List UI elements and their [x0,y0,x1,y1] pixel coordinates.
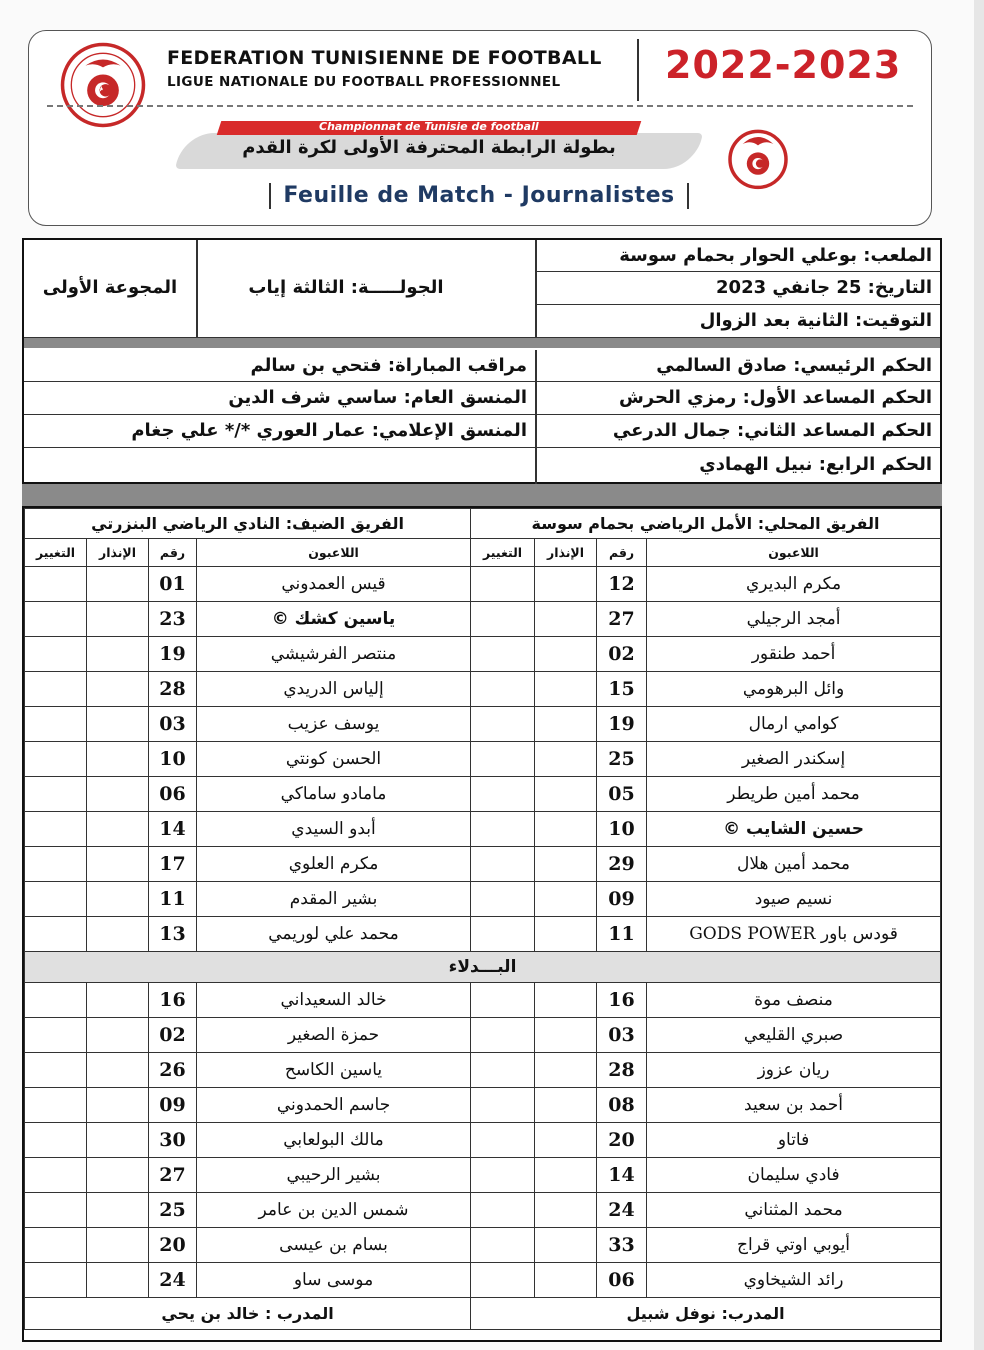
home-warning-cell [535,1123,597,1158]
subs-header-row [25,952,941,983]
home-warning-cell [535,1193,597,1228]
ligue-name: LIGUE NATIONALE DU FOOTBALL PROFESSIONNEL [167,74,561,90]
away-player-name: الحسن كونتي [197,742,471,777]
player-row [25,1088,941,1123]
assistant-referee-1: الحكم المساعد الأول: رمزي الحرش [536,382,940,415]
home-coach: المدرب: نوفل شبيل [471,1298,941,1330]
away-player-name: مامادو ساماكي [197,777,471,812]
home-player-number: 28 [597,1053,647,1088]
home-team-title: الفريق المحلي: الأمل الرياضي بحمام سوسة [471,509,941,539]
home-change-cell [471,637,535,672]
home-player-number: 12 [597,567,647,602]
home-change-cell [471,602,535,637]
home-player-name: وائل البرهومي [647,672,941,707]
away-player-number: 20 [149,1228,197,1263]
ftf-logo-icon [59,41,147,129]
player-row [25,1018,941,1053]
home-player-number: 14 [597,1158,647,1193]
away-player-number: 19 [149,637,197,672]
separator-band-2 [22,484,942,506]
away-player-number: 13 [149,917,197,952]
home-player-number: 33 [597,1228,647,1263]
away-change-cell [25,742,87,777]
col-warning: الإنذار [87,539,149,567]
date-field: التاريخ: 25 جانفي 2023 [536,272,940,305]
federation-name: FEDERATION TUNISIENNE DE FOOTBALL [167,47,602,69]
away-player-name: جاسم الحمدوني [197,1088,471,1123]
away-change-cell [25,1053,87,1088]
away-warning-cell [87,882,149,917]
home-player-number: 29 [597,847,647,882]
home-player-name: محمد أمين طريطر [647,777,941,812]
home-warning-cell [535,742,597,777]
away-player-number: 06 [149,777,197,812]
home-player-number: 20 [597,1123,647,1158]
player-row [25,602,941,637]
away-player-number: 02 [149,1018,197,1053]
home-player-name: محمد المثناني [647,1193,941,1228]
home-player-number: 24 [597,1193,647,1228]
championnat-ar: بطولة الرابطة المحترفة الأولى لكرة القدم [242,137,616,158]
away-warning-cell [87,602,149,637]
home-warning-cell [535,777,597,812]
home-player-number: 08 [597,1088,647,1123]
home-change-cell [471,707,535,742]
home-warning-cell [535,983,597,1018]
away-change-cell [25,1123,87,1158]
away-player-number: 28 [149,672,197,707]
home-player-name: أمجد الرجيلي [647,602,941,637]
home-player-name: قودس باور GODS POWER [647,917,941,952]
away-warning-cell [87,777,149,812]
player-row [25,637,941,672]
away-change-cell [25,567,87,602]
home-player-name: كوامي ارمال [647,707,941,742]
away-player-name: يوسف عزيب [197,707,471,742]
assistant-referee-2: الحكم المساعد الثاني: جمال الدرعي [536,415,940,448]
home-warning-cell [535,1158,597,1193]
home-player-number: 16 [597,983,647,1018]
home-warning-cell [535,882,597,917]
home-change-cell [471,1018,535,1053]
away-change-cell [25,1193,87,1228]
home-player-number: 10 [597,812,647,847]
away-player-number: 26 [149,1053,197,1088]
away-change-cell [25,812,87,847]
away-player-name: موسى ساو [197,1263,471,1298]
player-row [25,742,941,777]
home-player-number: 11 [597,917,647,952]
home-warning-cell [535,1018,597,1053]
home-player-name: رائد الشيخاوي [647,1263,941,1298]
away-player-number: 25 [149,1193,197,1228]
home-player-number: 06 [597,1263,647,1298]
season-label: 2022-2023 [665,43,902,87]
away-warning-cell [87,637,149,672]
home-player-number: 15 [597,672,647,707]
empty-cell [24,448,535,482]
col-number: رقم [597,539,647,567]
dashed-divider [47,105,913,107]
header-divider [637,39,639,101]
away-warning-cell [87,1263,149,1298]
player-row [25,567,941,602]
home-change-cell [471,1228,535,1263]
home-warning-cell [535,602,597,637]
home-change-cell [471,1193,535,1228]
coach-row [25,1298,941,1330]
away-player-name: بشير الرحيبي [197,1158,471,1193]
away-warning-cell [87,1088,149,1123]
home-warning-cell [535,1263,597,1298]
away-warning-cell [87,707,149,742]
player-row [25,1263,941,1298]
player-row [25,1158,941,1193]
away-player-name: أبدو السيدي [197,812,471,847]
away-player-name: منتصر الفرشيشي [197,637,471,672]
home-change-cell [471,1263,535,1298]
col-change: التغيير [471,539,535,567]
home-change-cell [471,567,535,602]
separator-band [24,338,940,348]
away-warning-cell [87,1123,149,1158]
home-warning-cell [535,567,597,602]
home-change-cell [471,847,535,882]
away-warning-cell [87,812,149,847]
player-row [25,882,941,917]
home-change-cell [471,1158,535,1193]
home-player-name: أيوبي اوتي قراج [647,1228,941,1263]
home-player-name: فادي سليمان [647,1158,941,1193]
player-row [25,983,941,1018]
sheet-title-wrap [229,183,729,209]
player-row [25,1053,941,1088]
home-player-name: أحمد بن سعيد [647,1088,941,1123]
away-player-name: مالك البولعابي [197,1123,471,1158]
col-change: التغيير [25,539,87,567]
away-player-number: 23 [149,602,197,637]
home-warning-cell [535,1088,597,1123]
col-number: رقم [149,539,197,567]
player-row [25,777,941,812]
home-warning-cell [535,1053,597,1088]
away-change-cell [25,1158,87,1193]
time-field: التوقيت: الثانية بعد الزوال [536,305,940,338]
home-change-cell [471,742,535,777]
away-player-number: 16 [149,983,197,1018]
away-player-number: 27 [149,1158,197,1193]
home-player-name: أحمد طنقور [647,637,941,672]
away-change-cell [25,983,87,1018]
group-field: المجوعة الأولى [24,240,196,338]
away-player-name: حمزة الصغير [197,1018,471,1053]
away-warning-cell [87,917,149,952]
away-player-name: مكرم العلوي [197,847,471,882]
fourth-referee: الحكم الرابع: نبيل الهمادي [699,454,932,475]
away-player-name: شمس الدين بن عامر [197,1193,471,1228]
away-change-cell [25,1263,87,1298]
player-row [25,1193,941,1228]
home-change-cell [471,672,535,707]
away-player-name: محمد علي لوريمي [197,917,471,952]
away-change-cell [25,672,87,707]
home-change-cell [471,1088,535,1123]
away-change-cell [25,707,87,742]
home-warning-cell [535,847,597,882]
home-player-number: 02 [597,637,647,672]
home-change-cell [471,812,535,847]
home-warning-cell [535,1228,597,1263]
stadium-field: الملعب: بوعلي الحوار بحمام سوسة [536,240,940,272]
sheet-title: Feuille de Match - Journalistes [283,183,675,208]
away-player-name: بشير المقدم [197,882,471,917]
player-row [25,847,941,882]
away-warning-cell [87,567,149,602]
home-player-number: 19 [597,707,647,742]
home-change-cell [471,917,535,952]
away-player-number: 10 [149,742,197,777]
player-row [25,917,941,952]
away-change-cell [25,917,87,952]
away-player-number: 17 [149,847,197,882]
away-change-cell [25,882,87,917]
away-player-number: 30 [149,1123,197,1158]
home-warning-cell [535,812,597,847]
home-player-number: 25 [597,742,647,777]
lineups-table-wrap [22,506,942,1342]
away-player-name: بسام بن عيسى [197,1228,471,1263]
away-warning-cell [87,983,149,1018]
home-warning-cell [535,672,597,707]
home-player-number: 27 [597,602,647,637]
home-player-number: 09 [597,882,647,917]
away-player-number: 09 [149,1088,197,1123]
page-edge [974,0,984,1350]
header-card [28,30,932,226]
home-warning-cell [535,707,597,742]
away-warning-cell [87,1158,149,1193]
away-change-cell [25,1088,87,1123]
away-change-cell [25,777,87,812]
away-warning-cell [87,1018,149,1053]
home-change-cell [471,1053,535,1088]
home-player-name: مكرم البديري [647,567,941,602]
away-warning-cell [87,847,149,882]
home-player-name: ريان عزوز [647,1053,941,1088]
match-observer: مراقب المباراة: فتحي بن سالم [24,350,535,382]
player-row [25,812,941,847]
media-coordinator: المنسق الإعلامي: عمار العوري */* علي جغام [24,415,535,448]
home-change-cell [471,882,535,917]
home-change-cell [471,777,535,812]
player-row [25,707,941,742]
col-warning: الإنذار [535,539,597,567]
away-player-number: 01 [149,567,197,602]
away-player-name: قيس العمدوني [197,567,471,602]
home-warning-cell [535,917,597,952]
away-player-name: ياسين الكاسح [197,1053,471,1088]
home-player-number: 03 [597,1018,647,1053]
away-change-cell [25,602,87,637]
match-info-block [22,238,942,484]
away-player-name: خالد السعيداني [197,983,471,1018]
away-warning-cell [87,742,149,777]
away-player-number: 14 [149,812,197,847]
home-player-name: إسكندر الصغير [647,742,941,777]
lineups-table [24,508,941,1330]
away-player-number: 24 [149,1263,197,1298]
home-warning-cell [535,637,597,672]
away-warning-cell [87,1053,149,1088]
col-players: اللاعبون [647,539,941,567]
home-player-name: نسيم صيود [647,882,941,917]
subs-label: البـــدلاء [25,952,941,983]
away-coach: المدرب : خالد بن يحي [25,1298,471,1330]
away-warning-cell [87,1228,149,1263]
championnat-fr: Championnat de Tunisie de football [319,120,539,133]
home-player-name: فاتاو [647,1123,941,1158]
home-change-cell [471,983,535,1018]
col-players: اللاعبون [197,539,471,567]
home-player-number: 05 [597,777,647,812]
player-row [25,1228,941,1263]
away-change-cell [25,1018,87,1053]
ftf-logo-small-icon [723,123,793,193]
away-player-number: 03 [149,707,197,742]
away-warning-cell [87,672,149,707]
home-player-name: منصف موة [647,983,941,1018]
away-team-title: الفريق الضيف: النادي الرياضي البنزرتي [25,509,471,539]
player-row [25,1123,941,1158]
away-change-cell [25,847,87,882]
main-referee: الحكم الرئيسي: صادق السالمي [536,350,940,382]
home-player-name: صبري القليعي [647,1018,941,1053]
away-change-cell [25,637,87,672]
home-player-name: محمد أمين هلال [647,847,941,882]
away-player-number: 11 [149,882,197,917]
away-change-cell [25,1228,87,1263]
away-player-name: ياسين كشك © [197,602,471,637]
away-player-name: إلياس الدريدي [197,672,471,707]
home-change-cell [471,1123,535,1158]
player-row [25,672,941,707]
round-field: الجولـــــة: الثالثة إياب [197,240,535,338]
general-coordinator: المنسق العام: ساسي شرف الدين [24,382,535,415]
away-warning-cell [87,1193,149,1228]
home-player-name: حسين الشايب © [647,812,941,847]
